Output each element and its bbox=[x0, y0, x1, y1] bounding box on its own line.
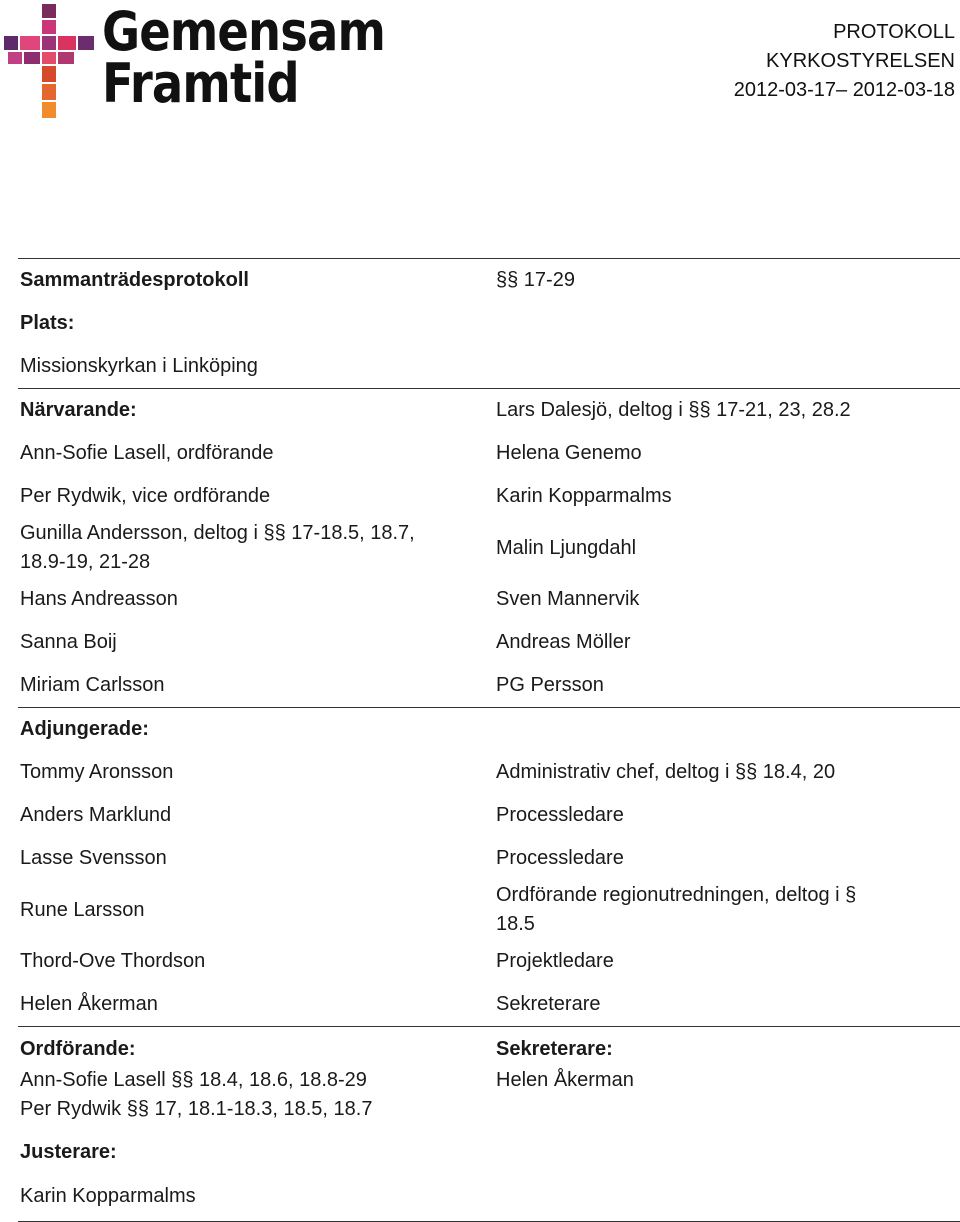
title-row bbox=[18, 258, 960, 302]
adjunct-row bbox=[18, 940, 960, 983]
adjuster-value: Karin Kopparmalms bbox=[20, 1184, 196, 1207]
present-left: Miriam Carlsson bbox=[20, 674, 165, 696]
present-row bbox=[18, 475, 960, 518]
adjunct-left: Tommy Aronsson bbox=[20, 761, 174, 783]
signature-names-row bbox=[18, 1071, 960, 1133]
present-row bbox=[18, 432, 960, 475]
present-left-line-2: 18.9-19, 21-28 bbox=[20, 551, 151, 573]
place-label: Plats: bbox=[20, 312, 75, 334]
present-right: PG Persson bbox=[496, 674, 604, 696]
adjunct-header-row bbox=[18, 707, 960, 751]
adjunct-right-line-2: 18.5 bbox=[496, 913, 535, 935]
present-right: Helena Genemo bbox=[496, 442, 642, 464]
present-label: Närvarande: bbox=[20, 399, 137, 421]
document-header bbox=[734, 18, 955, 105]
place-value: Missionskyrkan i Linköping bbox=[20, 355, 258, 377]
chair-names bbox=[20, 1066, 372, 1124]
present-row bbox=[18, 518, 960, 578]
adjunct-right: Administrativ chef, deltog i §§ 18.4, 20 bbox=[496, 761, 836, 783]
adjunct-right: Processledare bbox=[496, 804, 624, 826]
adjunct-row bbox=[18, 983, 960, 1026]
place-label-row bbox=[18, 302, 960, 345]
adjunct-label: Adjungerade: bbox=[20, 718, 149, 740]
chair-label: Ordförande: bbox=[20, 1037, 136, 1060]
present-right: Karin Kopparmalms bbox=[496, 485, 672, 507]
signature-header-row bbox=[18, 1026, 960, 1071]
present-right-first: Lars Dalesjö, deltog i §§ 17-21, 23, 28.2 bbox=[496, 399, 851, 421]
adjunct-right-line-1: Ordförande regionutredningen, deltog i § bbox=[496, 884, 857, 906]
adjuster-value-row bbox=[18, 1171, 960, 1222]
adjunct-row bbox=[18, 751, 960, 794]
adjunct-right bbox=[496, 881, 856, 939]
present-left: Ann-Sofie Lasell, ordförande bbox=[20, 442, 274, 464]
adjunct-left: Helen Åkerman bbox=[20, 993, 158, 1015]
adjunct-left: Anders Marklund bbox=[20, 804, 172, 826]
chair-line-1: Ann-Sofie Lasell §§ 18.4, 18.6, 18.8-29 bbox=[20, 1069, 367, 1091]
present-right: Andreas Möller bbox=[496, 631, 631, 653]
adjuster-label-row bbox=[18, 1133, 960, 1171]
present-left: Per Rydwik, vice ordförande bbox=[20, 485, 271, 507]
header-line-1: PROTOKOLL bbox=[833, 21, 955, 43]
logo-wordmark bbox=[102, 0, 386, 115]
present-row bbox=[18, 664, 960, 707]
place-value-row bbox=[18, 345, 960, 388]
present-row bbox=[18, 578, 960, 621]
adjunct-right: Sekreterare bbox=[496, 993, 601, 1015]
adjuster-label: Justerare: bbox=[20, 1140, 117, 1163]
header-date: 2012-03-17– 2012-03-18 bbox=[733, 79, 955, 101]
adjunct-right: Projektledare bbox=[496, 950, 614, 972]
adjunct-row bbox=[18, 794, 960, 837]
adjunct-left: Lasse Svensson bbox=[20, 847, 167, 869]
secretary-name: Helen Åkerman bbox=[496, 1069, 634, 1091]
adjunct-row bbox=[18, 837, 960, 880]
adjunct-left: Thord-Ove Thordson bbox=[20, 950, 206, 972]
present-left bbox=[20, 519, 415, 577]
present-header-row bbox=[18, 388, 960, 432]
logo-line-2: Framtid bbox=[102, 52, 299, 115]
present-row bbox=[18, 621, 960, 664]
minutes-table bbox=[18, 258, 960, 1222]
header-line-2: KYRKOSTYRELSEN bbox=[766, 50, 955, 72]
title-value: §§ 17-29 bbox=[496, 269, 575, 291]
present-right: Sven Mannervik bbox=[496, 588, 640, 610]
adjunct-row bbox=[18, 880, 960, 940]
logo-line-1: Gemensam bbox=[102, 0, 386, 63]
chair-line-2: Per Rydwik §§ 17, 18.1-18.3, 18.5, 18.7 bbox=[20, 1098, 373, 1120]
logo bbox=[0, 0, 386, 120]
adjunct-left: Rune Larsson bbox=[20, 898, 145, 921]
present-right: Malin Ljungdahl bbox=[496, 536, 637, 559]
present-left: Sanna Boij bbox=[20, 631, 117, 653]
secretary-label: Sekreterare: bbox=[496, 1037, 613, 1060]
adjunct-right: Processledare bbox=[496, 847, 624, 869]
cross-mosaic-icon bbox=[4, 4, 96, 120]
present-left: Hans Andreasson bbox=[20, 588, 178, 610]
title-label: Sammanträdesprotokoll bbox=[20, 269, 249, 291]
present-left-line-1: Gunilla Andersson, deltog i §§ 17-18.5, 18.7, bbox=[20, 522, 415, 544]
